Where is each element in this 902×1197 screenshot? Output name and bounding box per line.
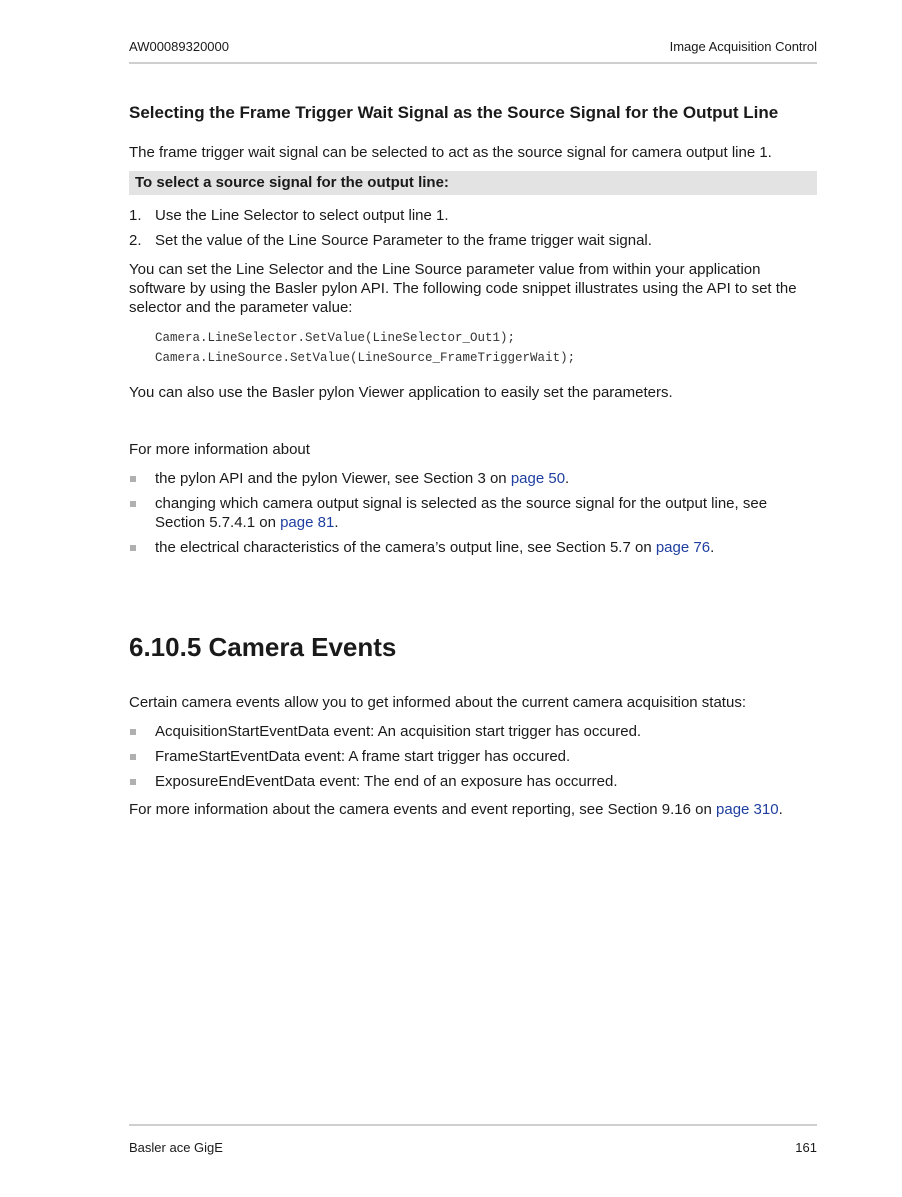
intro-paragraph: The frame trigger wait signal can be selected to act as the source signal for camera output line 1. xyxy=(129,144,772,161)
list-item-punct: . xyxy=(565,470,570,487)
step-number: 1. xyxy=(129,207,142,224)
events-more-text: For more information about the camera events and event reporting, see Section 9.16 on xyxy=(129,801,717,818)
events-more-punct: . xyxy=(778,801,783,818)
page-link[interactable]: page 310 xyxy=(716,801,779,818)
page-link[interactable]: page 81 xyxy=(280,514,335,531)
list-item-text: the electrical characteristics of the camera’s output line, see Section 5.7 on xyxy=(155,539,656,556)
bullet-marker xyxy=(130,476,136,482)
bullet-marker xyxy=(130,545,136,551)
product-name: Basler ace GigE xyxy=(129,1140,223,1155)
list-item xyxy=(155,469,815,488)
events-heading: 6.10.5 Camera Events xyxy=(129,632,397,662)
page-link[interactable]: page 50 xyxy=(510,470,566,487)
more-info-intro: For more information about xyxy=(129,441,310,458)
bullet-marker xyxy=(130,501,136,507)
page-number: 161 xyxy=(795,1140,817,1155)
step-number: 2. xyxy=(129,232,142,249)
event-item: AcquisitionStartEventData event: An acquisition start trigger has occured. xyxy=(155,723,642,740)
page-header xyxy=(129,36,817,64)
events-intro: Certain camera events allow you to get informed about the current camera acquisition status: xyxy=(129,694,746,711)
bullet-marker xyxy=(130,729,136,735)
event-item: FrameStartEventData event: A frame start trigger has occured. xyxy=(155,748,571,765)
chapter-title: Image Acquisition Control xyxy=(669,39,817,54)
api-paragraph: You can set the Line Selector and the Line Source parameter value from within your application software by using the Basler pylon API. The following code snippet illustrates using the API to set the selector and the parameter value: xyxy=(129,261,797,316)
code-line: Camera.LineSource.SetValue(LineSource_FrameTriggerWait); xyxy=(155,351,576,365)
bullet-marker xyxy=(130,754,136,760)
bullet-marker xyxy=(130,779,136,785)
list-item xyxy=(155,538,815,557)
page-link[interactable]: page 76 xyxy=(655,539,711,556)
doc-id: AW00089320000 xyxy=(129,39,229,54)
section-heading: Selecting the Frame Trigger Wait Signal as the Source Signal for the Output Line xyxy=(129,103,779,122)
list-item-punct: . xyxy=(334,514,339,531)
page-footer xyxy=(129,1124,817,1160)
step-text: Set the value of the Line Source Parameter to the frame trigger wait signal. xyxy=(155,232,652,249)
procedure-heading: To select a source signal for the output line: xyxy=(129,171,817,195)
code-line: Camera.LineSelector.SetValue(LineSelector_Out1); xyxy=(155,331,516,345)
list-item-punct: . xyxy=(710,539,715,556)
event-item: ExposureEndEventData event: The end of an exposure has occurred. xyxy=(155,773,618,790)
viewer-paragraph: You can also use the Basler pylon Viewer application to easily set the parameters. xyxy=(129,384,673,401)
list-item xyxy=(155,494,815,532)
list-item-text: the pylon API and the pylon Viewer, see Section 3 on xyxy=(155,470,511,487)
step-text: Use the Line Selector to select output line 1. xyxy=(155,207,449,224)
events-more-info xyxy=(129,800,819,819)
list-item-text: changing which camera output signal is selected as the source signal for the output line, see Section 5.7.4.1 on xyxy=(155,495,768,531)
